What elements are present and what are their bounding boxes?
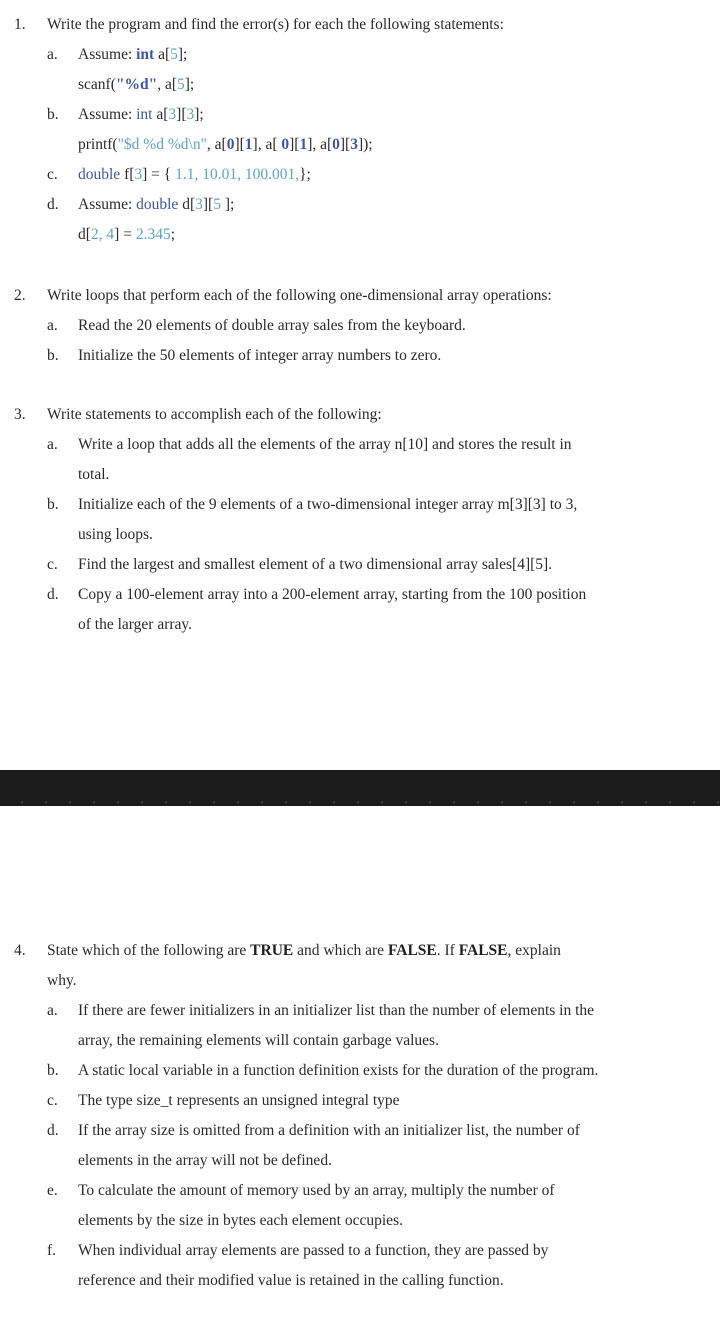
item-text: If there are fewer initializers in an initializer list than the number of elements in the xyxy=(78,1002,595,1019)
item-label: b. xyxy=(47,106,59,123)
item-text: A static local variable in a function definition exists for the duration of the program. xyxy=(78,1062,599,1079)
item-label: a. xyxy=(47,317,58,334)
question-3 xyxy=(14,400,704,640)
question-text: Write statements to accomplish each of the following: xyxy=(47,406,382,423)
item-label: a. xyxy=(47,1002,58,1019)
question-number: 4. xyxy=(14,942,26,959)
list-item xyxy=(47,1116,704,1146)
list-item-1c xyxy=(47,160,704,190)
item-text-continued: using loops. xyxy=(78,526,153,543)
page-separator-band xyxy=(0,770,720,806)
list-item-1a xyxy=(47,40,704,70)
list-item xyxy=(47,1086,704,1116)
item-code-line2: scanf("%d", a[5]; xyxy=(78,76,195,93)
item-label: a. xyxy=(47,46,58,63)
item-label: e. xyxy=(47,1182,58,1199)
item-text: Copy a 100-element array into a 200-element array, starting from the 100 position xyxy=(78,586,587,603)
question-2 xyxy=(14,281,704,371)
list-item xyxy=(47,430,704,460)
item-text-continued: of the larger array. xyxy=(78,616,193,633)
item-label: d. xyxy=(47,196,59,213)
question-number: 3. xyxy=(14,406,26,423)
question-1 xyxy=(14,10,704,250)
item-text: Find the largest and smallest element of a two dimensional array sales[4][5]. xyxy=(78,556,553,573)
question-text-continued: why. xyxy=(47,972,77,989)
list-item xyxy=(47,580,704,610)
item-text-continued: total. xyxy=(78,466,110,483)
question-text: Write loops that perform each of the following one-dimensional array operations: xyxy=(47,287,552,304)
item-text-continued: elements by the size in bytes each element occupies. xyxy=(78,1212,403,1229)
item-text: The type size_t represents an unsigned integral type xyxy=(78,1092,400,1109)
list-item xyxy=(47,1236,704,1266)
list-item xyxy=(47,996,704,1026)
item-text: To calculate the amount of memory used by an array, multiply the number of xyxy=(78,1182,555,1199)
item-label: d. xyxy=(47,586,59,603)
item-label: c. xyxy=(47,1092,58,1109)
list-item xyxy=(47,490,704,520)
list-item-1d xyxy=(47,190,704,220)
item-code: Assume: int a[3][3]; xyxy=(78,106,204,123)
question-text: Write the program and find the error(s) for each the following statements: xyxy=(47,16,504,33)
item-label: f. xyxy=(47,1242,57,1259)
question-4 xyxy=(14,936,704,1296)
item-code-line2: d[2, 4] = 2.345; xyxy=(78,226,176,243)
item-code: Assume: int a[5]; xyxy=(78,46,188,63)
list-item-1b xyxy=(47,100,704,130)
item-label: c. xyxy=(47,556,58,573)
question-number: 1. xyxy=(14,16,26,33)
item-label: c. xyxy=(47,166,58,183)
item-label: b. xyxy=(47,496,59,513)
item-text: Read the 20 elements of double array sales from the keyboard. xyxy=(78,317,466,334)
item-text: If the array size is omitted from a definition with an initializer list, the number of xyxy=(78,1122,580,1139)
item-text: Initialize the 50 elements of integer array numbers to zero. xyxy=(78,347,442,364)
item-text-continued: elements in the array will not be defined. xyxy=(78,1152,332,1169)
item-text-continued: reference and their modified value is retained in the calling function. xyxy=(78,1272,504,1289)
question-number: 2. xyxy=(14,287,26,304)
item-text: Write a loop that adds all the elements of the array n[10] and stores the result in xyxy=(78,436,572,453)
item-code-line2: printf("$d %d %d\n", a[0][1], a[ 0][1], a[0][3]); xyxy=(78,136,373,153)
list-item xyxy=(47,550,704,580)
item-label: d. xyxy=(47,1122,59,1139)
item-label: a. xyxy=(47,436,58,453)
item-text: Initialize each of the 9 elements of a two-dimensional integer array m[3][3] to 3, xyxy=(78,496,578,513)
list-item xyxy=(47,341,704,371)
item-label: b. xyxy=(47,1062,59,1079)
list-item xyxy=(47,1056,704,1086)
list-item xyxy=(47,1176,704,1206)
list-item xyxy=(47,311,704,341)
item-label: b. xyxy=(47,347,59,364)
separator-dots xyxy=(10,801,720,804)
question-text: State which of the following are TRUE and which are FALSE. If FALSE, explain xyxy=(47,942,561,959)
item-code: Assume: double d[3][5 ]; xyxy=(78,196,235,213)
item-code: double f[3] = { 1.1, 10.01, 100.001,}; xyxy=(78,166,311,183)
item-text-continued: array, the remaining elements will contain garbage values. xyxy=(78,1032,439,1049)
item-text: When individual array elements are passed to a function, they are passed by xyxy=(78,1242,549,1259)
